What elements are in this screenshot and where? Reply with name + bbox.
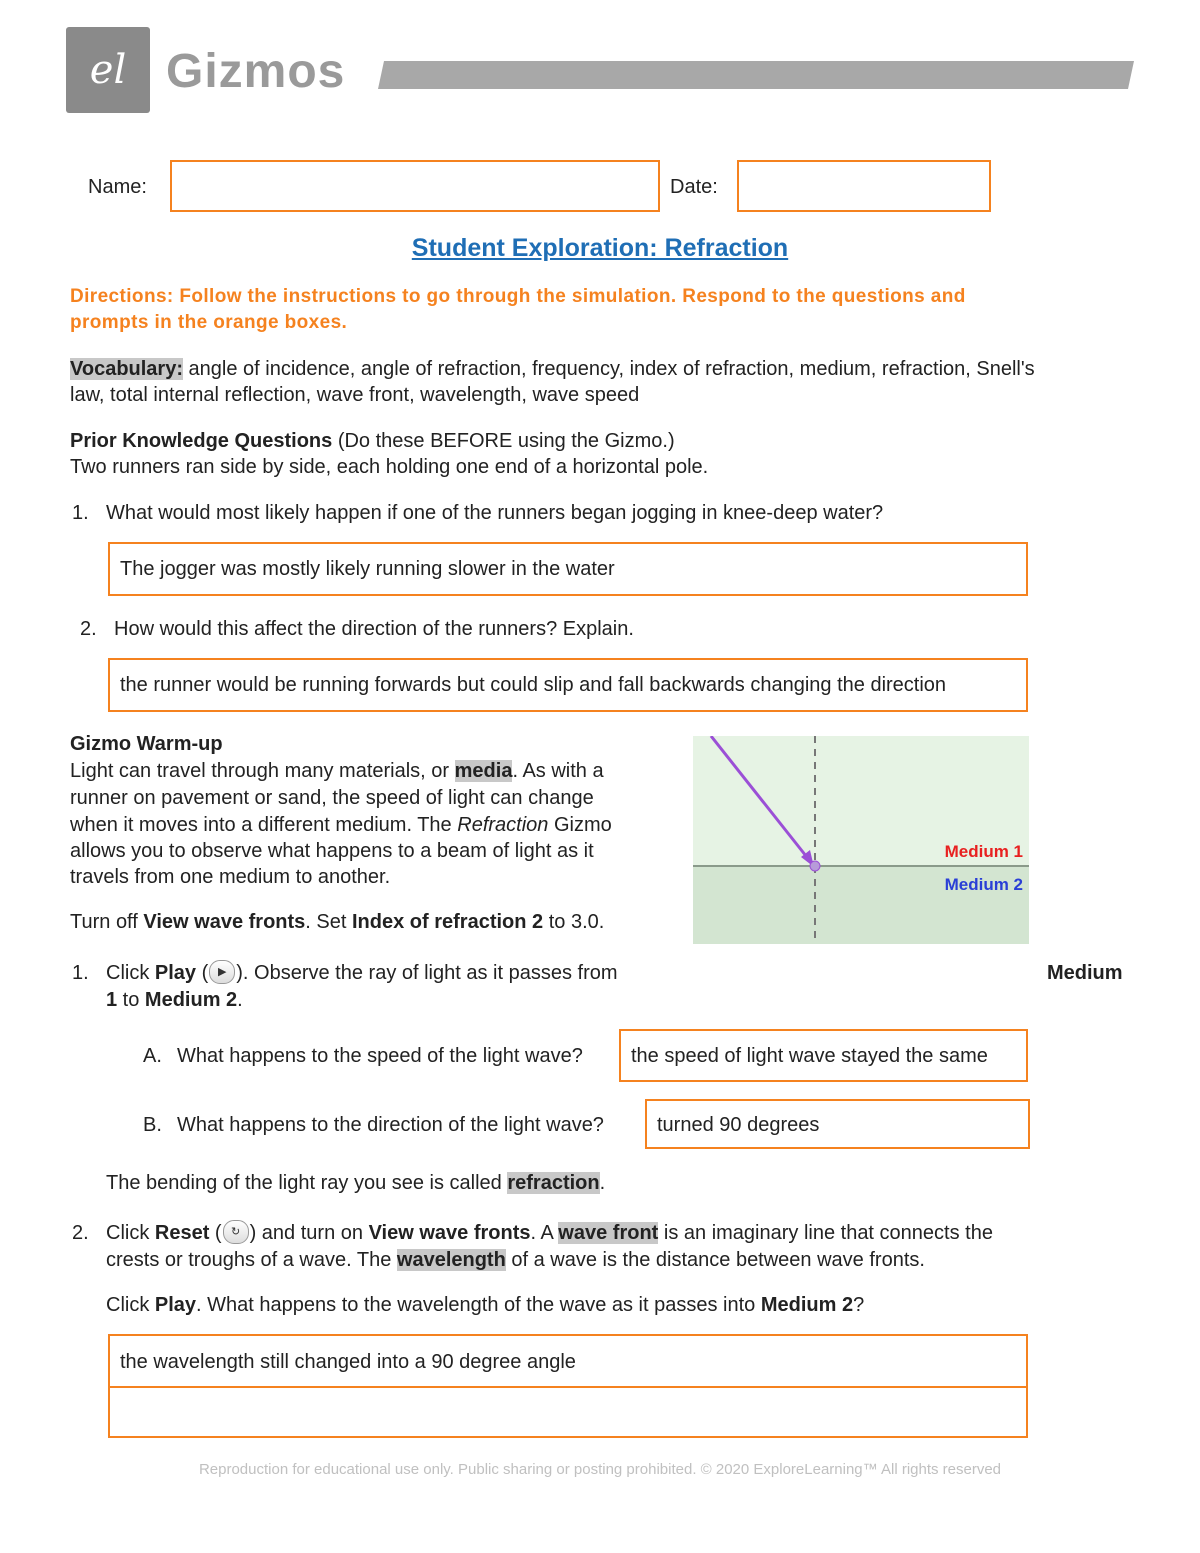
warmup-text: Light can travel through many materials, or bbox=[70, 760, 455, 782]
answer-row[interactable] bbox=[110, 1388, 1026, 1436]
warmup-text: Turn off bbox=[70, 911, 144, 933]
term-wavelength: wavelength bbox=[396, 1249, 506, 1271]
vocabulary-text: angle of incidence, angle of refraction, frequency, index of refraction, medium, refraction, Snell's bbox=[183, 358, 1035, 380]
warmup-text: . Set bbox=[305, 911, 352, 933]
step-text: ) and turn on bbox=[249, 1222, 369, 1244]
step-text: is an imaginary line that connects the bbox=[658, 1222, 993, 1244]
prior-question-1: What would most likely happen if one of the runners began jogging in knee-deep water? bbox=[106, 502, 884, 524]
step-text: Click bbox=[106, 1294, 155, 1316]
term-refraction: refraction bbox=[507, 1172, 600, 1194]
step-text: Click bbox=[106, 1222, 155, 1244]
medium-name: Medium 2 bbox=[760, 1294, 854, 1316]
step-text: The bending of the light ray you see is called bbox=[106, 1172, 508, 1194]
step-text: ( bbox=[196, 962, 209, 984]
warmup-instruction bbox=[70, 909, 604, 936]
question-direction: What happens to the direction of the light wave? bbox=[177, 1114, 604, 1136]
step-number: 2. bbox=[72, 1222, 89, 1244]
medium-number: 1 bbox=[106, 989, 118, 1011]
step-text: . A bbox=[530, 1222, 559, 1244]
warmup-text: Gizmo bbox=[548, 814, 612, 836]
refraction-definition bbox=[106, 1170, 605, 1197]
step-text: of a wave is the distance between wave fronts. bbox=[505, 1249, 925, 1271]
step-1-line-2 bbox=[106, 987, 243, 1014]
page-title: Student Exploration: Refraction bbox=[411, 234, 789, 262]
vocabulary-label: Vocabulary: bbox=[70, 358, 183, 380]
control-name: Play bbox=[154, 1294, 197, 1316]
medium-2-label: Medium 2 bbox=[944, 875, 1023, 894]
directions-line-1: Directions: Follow the instructions to go through the simulation. Respond to the questions and bbox=[70, 286, 966, 307]
date-label: Date: bbox=[670, 176, 718, 198]
step-text: . bbox=[599, 1172, 606, 1194]
warmup-line-5: travels from one medium to another. bbox=[70, 866, 391, 888]
control-name: Reset bbox=[154, 1222, 210, 1244]
warmup-text: to 3.0. bbox=[543, 911, 605, 933]
step-number: 1. bbox=[72, 962, 89, 984]
question-number: 2. bbox=[80, 618, 97, 640]
step-text: . What happens to the wavelength of the wave as it passes into bbox=[196, 1294, 761, 1316]
vocabulary-line-1 bbox=[70, 356, 1035, 383]
term-media: media bbox=[454, 760, 513, 782]
answer-text: turned 90 degrees bbox=[657, 1114, 820, 1136]
prior-question-2: How would this affect the direction of the runners? Explain. bbox=[114, 618, 634, 640]
medium-word: Medium bbox=[1047, 962, 1123, 984]
step-text: ? bbox=[853, 1294, 865, 1316]
step-2-line-2 bbox=[106, 1247, 925, 1274]
question-speed: What happens to the speed of the light wave? bbox=[177, 1045, 583, 1067]
step-text: to bbox=[117, 989, 145, 1011]
name-field[interactable] bbox=[170, 160, 660, 212]
step-1-line-1 bbox=[106, 960, 618, 987]
answer-row[interactable] bbox=[110, 1336, 1026, 1388]
prior-note: (Do these BEFORE using the Gizmo.) bbox=[332, 430, 675, 452]
incidence-point bbox=[810, 861, 820, 871]
medium-1-label: Medium 1 bbox=[944, 842, 1023, 861]
step-text: Click bbox=[106, 962, 155, 984]
directions-line-2: prompts in the orange boxes. bbox=[70, 312, 348, 333]
step-text: crests or troughs of a wave. The bbox=[106, 1249, 397, 1271]
header-bar bbox=[378, 61, 1134, 89]
brand-name: Gizmos bbox=[166, 45, 346, 98]
control-name: View wave fronts bbox=[143, 911, 306, 933]
logo-mark: el bbox=[89, 47, 127, 93]
control-name: View wave fronts bbox=[368, 1222, 531, 1244]
answer-box-prior-2[interactable] bbox=[108, 658, 1028, 712]
question-number: 1. bbox=[72, 502, 89, 524]
warmup-line-4: allows you to observe what happens to a beam of light as it bbox=[70, 840, 594, 862]
warmup-text: . As with a bbox=[512, 760, 604, 782]
name-label: Name: bbox=[88, 176, 147, 198]
prior-intro: Two runners ran side by side, each holding one end of a horizontal pole. bbox=[70, 456, 709, 478]
reset-icon: ↻ bbox=[223, 1220, 249, 1244]
warmup-text: when it moves into a different medium. The bbox=[70, 814, 458, 836]
refraction-simulation-image bbox=[693, 736, 1029, 944]
play-icon: ▶ bbox=[209, 960, 235, 984]
control-name: Play bbox=[154, 962, 197, 984]
answer-text: the runner would be running forwards but could slip and fall backwards changing the direction bbox=[120, 674, 947, 696]
answer-box-prior-1[interactable] bbox=[108, 542, 1028, 596]
warmup-line-2: runner on pavement or sand, the speed of light can change bbox=[70, 787, 594, 809]
vocabulary-line-2: law, total internal reflection, wave front, wavelength, wave speed bbox=[70, 384, 640, 406]
step-text: . bbox=[237, 989, 243, 1011]
answer-text: the speed of light wave stayed the same bbox=[631, 1045, 988, 1067]
prior-heading bbox=[70, 428, 675, 455]
answer-text: the wavelength still changed into a 90 degree angle bbox=[120, 1351, 576, 1373]
medium-name: Medium 2 bbox=[144, 989, 238, 1011]
question-label: B. bbox=[143, 1114, 162, 1136]
step-text: ). Observe the ray of light as it passes from bbox=[236, 962, 618, 984]
footer-copyright: Reproduction for educational use only. Public sharing or posting prohibited. © 2020 ExploreLearning™ All rights reserved bbox=[198, 1461, 1002, 1478]
prior-label: Prior Knowledge Questions bbox=[70, 430, 333, 452]
answer-box-speed[interactable] bbox=[619, 1029, 1028, 1082]
answer-text: The jogger was mostly likely running slower in the water bbox=[120, 558, 615, 580]
warmup-heading: Gizmo Warm-up bbox=[70, 733, 223, 755]
answer-box-wavelength[interactable] bbox=[108, 1334, 1028, 1438]
control-name: Index of refraction 2 bbox=[352, 911, 544, 933]
warmup-line-1 bbox=[70, 758, 604, 785]
step-2-line-1 bbox=[106, 1220, 993, 1247]
step-2-question bbox=[106, 1292, 864, 1319]
warmup-line-3 bbox=[70, 812, 612, 839]
gizmo-name: Refraction bbox=[457, 814, 549, 836]
date-field[interactable] bbox=[737, 160, 991, 212]
term-wave-front: wave front bbox=[558, 1222, 659, 1244]
step-text: ( bbox=[209, 1222, 222, 1244]
question-label: A. bbox=[143, 1045, 162, 1067]
answer-box-direction[interactable] bbox=[645, 1099, 1030, 1149]
